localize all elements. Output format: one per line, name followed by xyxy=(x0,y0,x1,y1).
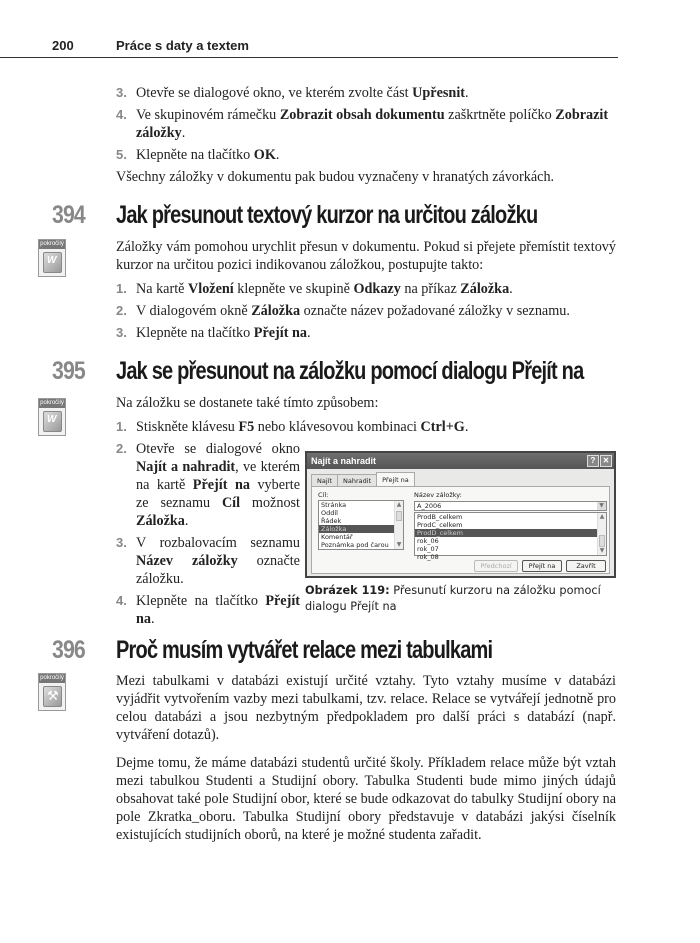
page-number: 200 xyxy=(52,38,74,53)
goto-panel xyxy=(311,486,610,574)
list-item[interactable]: Komentář xyxy=(321,533,353,541)
chevron-up-icon[interactable]: ▲ xyxy=(396,501,402,508)
list-item: 3. Klepněte na tlačítko Přejít na. xyxy=(116,325,311,341)
section-number: 395 xyxy=(52,357,85,385)
goto-button[interactable]: Přejít na xyxy=(522,560,562,572)
list-item-selected[interactable]: ProdD_celkem xyxy=(415,529,606,537)
level-badge: pokročilý W xyxy=(38,239,66,277)
find-replace-dialog-figure xyxy=(305,451,616,578)
tab-goto[interactable]: Přejít na xyxy=(376,472,415,486)
dialog-titlebar: Najít a nahradit ? ✕ xyxy=(307,453,614,469)
section-title: Jak se přesunout na záložku pomocí dialogu Přejít na xyxy=(116,357,584,385)
list-item: 2. Otevře se dialogové okno Najít a nahradit, ve kterém na kartě Přejít na vyberte ze seznamu Cíl možnost Záložka. xyxy=(116,441,301,529)
section-394-body: Záložky vám pomohou urychlit přesun v dokumentu. Pokud si přejete přemístit textový kurzor na určitou pozici indikovanou záložkou, postupujte takto: 1. Na kartě Vložení klepněte ve skupině Odkazy na příkaz Záložka. 2. V dialogovém okně Záložka označte název požadované záložky v seznamu. 3. Klepněte na tlačítko Přejít na. xyxy=(116,239,616,341)
level-badge: pokročilý W xyxy=(38,398,66,436)
paragraph: Dejme tomu, že máme databázi studentů určité školy. Příkladem relace může být vztah mezi tabulkou Studenti a Studijní obory. Tabulka Studenti bude mimo jiných údajů obsahovat také pole Studijní obor, které se bude odkazovat do tabulky Studijní obory na pole Zkratka_oboru. Tabulka Studijní obory představuje v databázi jakýsi číselník existujících studijních oborů, na které je možné studenta zařadit. xyxy=(116,755,616,843)
running-head xyxy=(0,36,618,58)
list-item[interactable]: Poznámka pod čarou xyxy=(321,541,389,549)
section-number: 396 xyxy=(52,636,85,664)
tab-replace[interactable]: Nahradit xyxy=(337,474,377,486)
section-title: Proč musím vytvářet relace mezi tabulkami xyxy=(116,636,493,664)
list-item-selected[interactable]: Záložka xyxy=(319,525,403,533)
list-item: 1. Na kartě Vložení klepněte ve skupině Odkazy na příkaz Záložka. xyxy=(116,281,513,297)
list-item: 3. V rozbalovacím seznamu Název záložky označte záložku. xyxy=(116,535,300,587)
section-396-body xyxy=(116,672,616,850)
list-item: 5. Klepněte na tlačítko OK. xyxy=(116,147,280,163)
section-395-intro: Na záložku se dostanete také tímto způsobem: 1. Stiskněte klávesu F5 nebo klávesovou kombinaci Ctrl+G. xyxy=(116,394,616,440)
target-listbox[interactable] xyxy=(318,500,404,550)
figure-caption: Obrázek 119: Přesunutí kurzoru na záložku pomocí dialogu Přejít na xyxy=(305,584,601,613)
section-title: Jak přesunout textový kurzor na určitou záložku xyxy=(116,201,538,229)
bookmark-name-label: Název záložky: xyxy=(414,491,462,499)
dialog-tabs xyxy=(311,474,414,486)
level-badge: pokročilý ⚒ xyxy=(38,673,66,711)
scrollbar[interactable] xyxy=(597,513,606,555)
list-item[interactable]: ProdC_celkem xyxy=(417,521,463,529)
list-item: 4. Ve skupinovém rámečku Zobrazit obsah dokumentu zaškrtněte políčko Zobrazit záložky. xyxy=(116,107,609,141)
chevron-down-icon[interactable]: ▼ xyxy=(597,502,606,510)
list-item: 3. Otevře se dialogové okno, ve kterém zvolte část Upřesnit. xyxy=(116,85,469,101)
scrollbar[interactable] xyxy=(394,501,403,549)
section-number: 394 xyxy=(52,201,85,229)
chapter-title: Práce s daty a textem xyxy=(116,38,249,53)
help-icon[interactable]: ? xyxy=(587,455,599,467)
paragraph: Mezi tabulkami v databázi existují určité vztahy. Tyto vztahy musíme v databázi vyjádřit vytvořením vazby mezi tabulkami, tzv. relace. Relace se vytvářejí jednotně pro celou databázi a jsou nezbytným předpokladem pro další práci s databází (např. vytváření dotazů). xyxy=(116,673,616,743)
close-icon[interactable]: ✕ xyxy=(600,455,612,467)
list-item: 4. Klepněte na tlačítko Přejít na. xyxy=(116,593,300,627)
list-item[interactable]: rok_06 xyxy=(417,537,439,545)
list-item: 1. Stiskněte klávesu F5 nebo klávesovou kombinaci Ctrl+G. xyxy=(116,419,469,435)
close-button[interactable]: Zavřít xyxy=(566,560,606,572)
list-item: 2. V dialogovém okně Záložka označte název požadované záložky v seznamu. xyxy=(116,303,570,319)
chevron-down-icon[interactable]: ▼ xyxy=(599,547,605,554)
section-heading-395 xyxy=(52,357,652,389)
chevron-down-icon[interactable]: ▼ xyxy=(396,541,402,548)
list-item[interactable]: Řádek xyxy=(321,517,342,525)
access-app-icon xyxy=(43,686,62,707)
list-item[interactable]: ProdB_celkem xyxy=(417,513,463,521)
section-heading-396 xyxy=(52,636,652,668)
list-item[interactable]: rok_08 xyxy=(417,553,439,561)
previous-button[interactable]: Předchozí xyxy=(474,560,518,572)
bookmark-name-combobox[interactable]: A_2006 ▼ xyxy=(414,501,607,511)
list-item[interactable]: Oddíl xyxy=(321,509,338,517)
intro-note: Všechny záložky v dokumentu pak budou vyznačeny v hranatých závorkách. xyxy=(116,169,555,185)
intro-steps xyxy=(116,84,616,192)
chevron-up-icon[interactable]: ▲ xyxy=(599,513,605,520)
list-item[interactable]: rok_07 xyxy=(417,545,439,553)
section-heading-394 xyxy=(52,201,652,233)
tab-find[interactable]: Najít xyxy=(311,474,338,486)
word-app-icon xyxy=(43,411,62,432)
list-item[interactable]: Stránka xyxy=(321,501,347,509)
bookmark-listbox[interactable] xyxy=(414,512,607,561)
word-app-icon xyxy=(43,252,62,273)
target-label: Cíl: xyxy=(318,491,329,499)
section-395-steps xyxy=(116,440,300,632)
